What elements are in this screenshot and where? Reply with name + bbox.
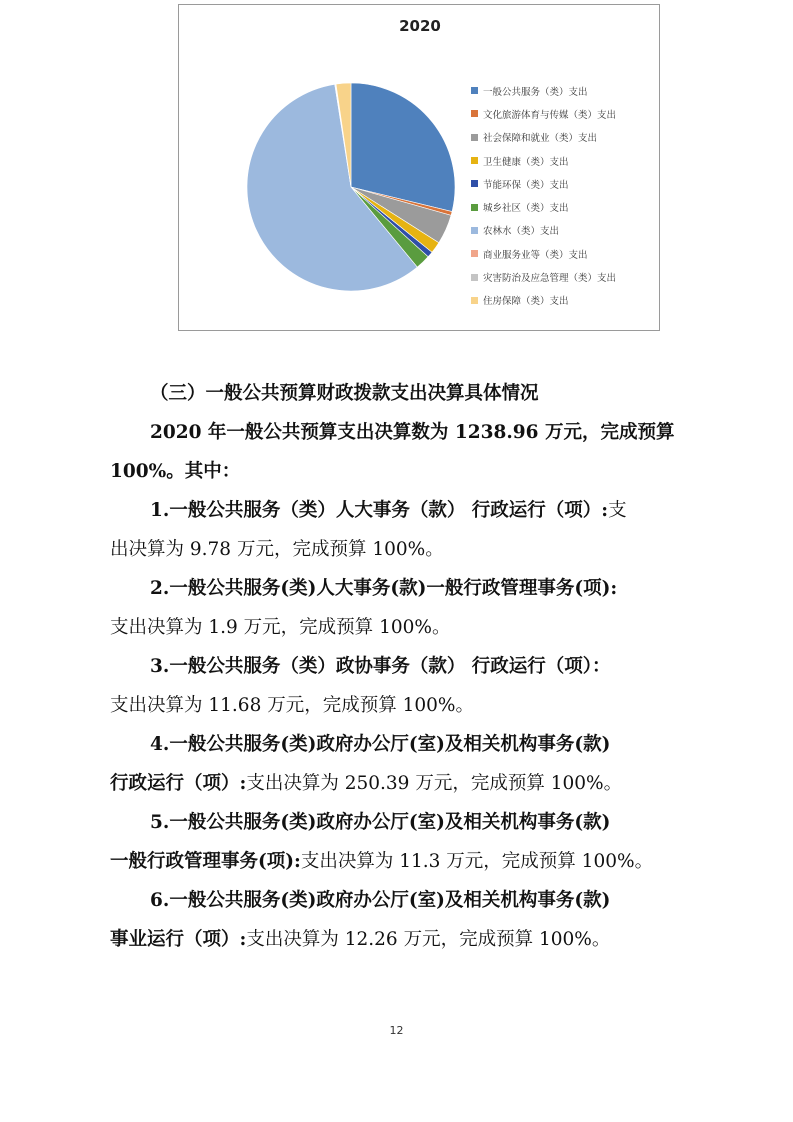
item-line-1 <box>110 725 710 764</box>
item-amount-text: 出决算为 9.78 万元，完成预算 100%。 <box>110 539 444 560</box>
legend-label: 节能环保（类）支出 <box>483 179 569 191</box>
document-body <box>110 374 710 959</box>
legend-label: 卫生健康（类）支出 <box>483 156 569 168</box>
intro-line-1: 2020 年一般公共预算支出决算数为 1238.96 万元，完成预算 <box>150 422 675 443</box>
legend-label: 商业服务业等（类）支出 <box>483 249 588 261</box>
item-heading-text: 一般行政管理事务(项): <box>110 851 301 872</box>
legend-label: 住房保障（类）支出 <box>483 296 569 308</box>
item-line-1 <box>110 803 710 842</box>
item-amount-text: 支出决算为 12.26 万元，完成预算 100%。 <box>246 929 611 950</box>
item-line-2 <box>110 686 710 725</box>
legend-label: 社会保障和就业（类）支出 <box>483 133 598 145</box>
item-line-1 <box>110 881 710 920</box>
item-amount-text: 支出决算为 1.9 万元，完成预算 100%。 <box>110 617 451 638</box>
legend-swatch <box>471 110 478 117</box>
legend-item <box>471 195 616 218</box>
item-amount-text: 支出决算为 250.39 万元，完成预算 100%。 <box>246 773 623 794</box>
legend-swatch <box>471 180 478 187</box>
legend-label: 农林水（类）支出 <box>483 226 560 238</box>
legend-label: 城乡社区（类）支出 <box>483 203 569 215</box>
item-heading-text: 5.一般公共服务(类)政府办公厅(室)及相关机构事务(款) <box>150 812 611 833</box>
legend-swatch <box>471 87 478 94</box>
legend-item <box>471 126 616 149</box>
legend-swatch <box>471 250 478 257</box>
page-number: 12 <box>389 1024 404 1037</box>
item-line-1 <box>110 569 710 608</box>
item-heading-text: 事业运行（项）: <box>110 929 247 950</box>
chart-title: 2020 <box>399 17 441 35</box>
legend-item <box>471 289 616 312</box>
section-heading: （三）一般公共预算财政拨款支出决算具体情况 <box>150 383 539 404</box>
item-heading-text: 1.一般公共服务（类）人大事务（款） 行政运行（项）: <box>150 500 609 521</box>
item-text: 支 <box>608 500 627 521</box>
legend-label: 一般公共服务（类）支出 <box>483 86 588 98</box>
item-line-2 <box>110 530 710 569</box>
legend-swatch <box>471 134 478 141</box>
item-heading-text: 4.一般公共服务(类)政府办公厅(室)及相关机构事务(款) <box>150 734 611 755</box>
legend-item <box>471 102 616 125</box>
item-heading-text: 3.一般公共服务（类）政协事务（款） 行政运行（项）： <box>150 656 611 677</box>
item-heading-text: 2.一般公共服务(类)人大事务(款)一般行政管理事务(项): <box>150 578 618 599</box>
legend-swatch <box>471 274 478 281</box>
pie-chart <box>179 5 479 330</box>
legend-item <box>471 219 616 242</box>
item-line-1 <box>110 647 710 686</box>
legend-swatch <box>471 204 478 211</box>
item-line-1 <box>110 491 710 530</box>
legend-item <box>471 242 616 265</box>
item-heading-text: 6.一般公共服务(类)政府办公厅(室)及相关机构事务(款) <box>150 890 611 911</box>
item-amount-text: 支出决算为 11.3 万元，完成预算 100%。 <box>300 851 654 872</box>
intro-line-2: 100%。其中： <box>110 461 241 482</box>
pie-chart-frame <box>178 4 660 331</box>
chart-legend <box>471 79 616 312</box>
item-line-2 <box>110 920 710 959</box>
item-line-2 <box>110 764 710 803</box>
legend-item <box>471 265 616 288</box>
legend-swatch <box>471 157 478 164</box>
legend-label: 灾害防治及应急管理（类）支出 <box>483 273 617 285</box>
expenditure-items <box>110 491 710 959</box>
legend-item <box>471 172 616 195</box>
legend-swatch <box>471 297 478 304</box>
item-line-2 <box>110 842 710 881</box>
item-heading-text: 行政运行（项）: <box>110 773 247 794</box>
legend-item <box>471 79 616 102</box>
legend-swatch <box>471 227 478 234</box>
item-amount-text: 支出决算为 11.68 万元，完成预算 100%。 <box>110 695 474 716</box>
legend-label: 文化旅游体育与传媒（类）支出 <box>483 109 617 121</box>
legend-item <box>471 149 616 172</box>
item-line-2 <box>110 608 710 647</box>
